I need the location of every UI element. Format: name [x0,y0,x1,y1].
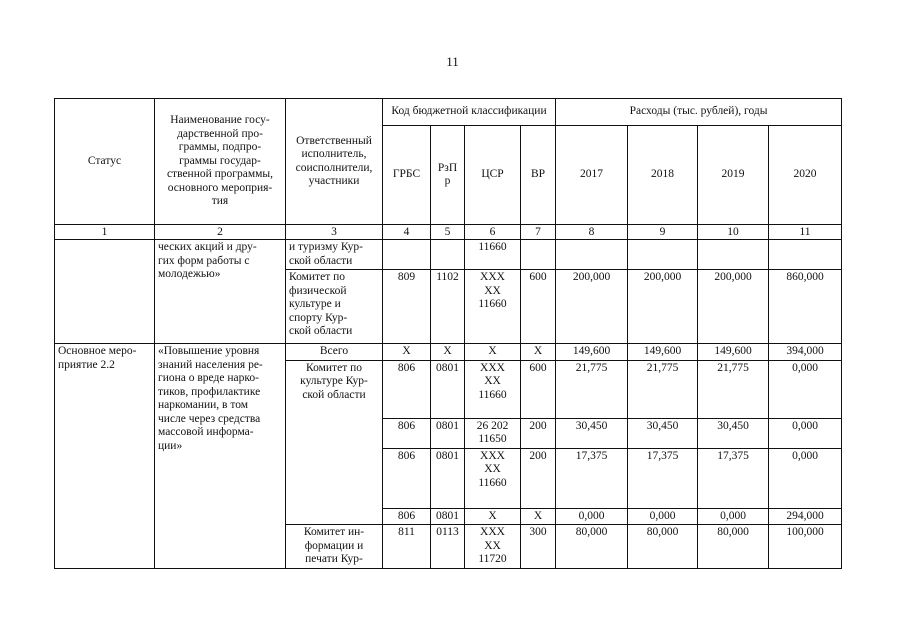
value-2020: 860,000 [769,270,842,344]
value-2020: 0,000 [769,418,842,448]
responsible-cell: и туризму Кур- ской области [286,240,383,270]
value-2019: 200,000 [698,270,769,344]
grbs-cell: 806 [383,360,431,418]
header-name: Наименование госу- дарственной про- граммы, подпро- граммы государ- ственной программы, основного мероприя- тия [155,99,286,225]
value-2018: 0,000 [628,508,698,525]
budget-table [54,98,842,569]
responsible-cell: Комитет по физической культуре и спорту Кур- ской области [286,270,383,344]
value-2019: 80,000 [698,525,769,569]
value-2017: 80,000 [556,525,628,569]
value-2018: 17,375 [628,448,698,508]
column-number: 4 [383,225,431,240]
name-cell: ческих акций и дру- гих форм работы с молодежью» [155,240,286,344]
value-2019: 30,450 [698,418,769,448]
value-2020: 0,000 [769,448,842,508]
rzpr-cell: 0801 [431,418,465,448]
header-year-2018: 2018 [628,126,698,225]
column-number-row [55,225,842,240]
value-2019: 0,000 [698,508,769,525]
column-number: 5 [431,225,465,240]
value-2017: 149,600 [556,344,628,361]
value-2017: 30,450 [556,418,628,448]
grbs-cell: Х [383,344,431,361]
value-cell [769,240,842,270]
value-2020: 0,000 [769,360,842,418]
header-year-2019: 2019 [698,126,769,225]
table-row [55,344,842,361]
vr-cell: Х [521,508,556,525]
csr-cell: ХХХ ХХ 11660 [465,360,521,418]
value-cell [698,240,769,270]
rzpr-cell: 0113 [431,525,465,569]
column-number: 10 [698,225,769,240]
vr-cell [521,240,556,270]
value-cell [628,240,698,270]
value-2017: 21,775 [556,360,628,418]
column-number: 6 [465,225,521,240]
column-number: 1 [55,225,155,240]
value-2018: 21,775 [628,360,698,418]
header-budget-code: Код бюджетной классификации [383,99,556,126]
responsible-cell: Комитет ин- формации и печати Кур- [286,525,383,569]
header-grbs: ГРБС [383,126,431,225]
vr-cell: 200 [521,418,556,448]
rzpr-cell: Х [431,344,465,361]
column-number: 9 [628,225,698,240]
rzpr-cell: 0801 [431,360,465,418]
status-cell: Основное меро- приятие 2.2 [55,344,155,569]
rzpr-cell: 0801 [431,508,465,525]
value-2018: 30,450 [628,418,698,448]
vr-cell: 300 [521,525,556,569]
vr-cell: Х [521,344,556,361]
name-cell: «Повышение уровня знаний населения ре- гиона о вреде нарко- тиков, профилактике наркомании, в том числе через средства массовой информа- ции» [155,344,286,569]
value-2020: 100,000 [769,525,842,569]
csr-cell: Х [465,508,521,525]
grbs-cell: 806 [383,448,431,508]
grbs-cell: 811 [383,525,431,569]
vr-cell: 200 [521,448,556,508]
grbs-cell: 809 [383,270,431,344]
rzpr-cell: 0801 [431,448,465,508]
value-2017: 0,000 [556,508,628,525]
header-vr: ВР [521,126,556,225]
value-2020: 394,000 [769,344,842,361]
csr-cell: 26 202 11650 [465,418,521,448]
header-csr: ЦСР [465,126,521,225]
header-status: Статус [55,99,155,225]
vr-cell: 600 [521,270,556,344]
header-responsible: Ответственный исполнитель, соисполнители, участники [286,99,383,225]
vr-cell: 600 [521,360,556,418]
value-2017: 200,000 [556,270,628,344]
grbs-cell: 806 [383,418,431,448]
csr-cell: Х [465,344,521,361]
csr-cell: ХХХ ХХ 11660 [465,448,521,508]
csr-cell: ХХХ ХХ 11660 [465,270,521,344]
responsible-cell: Всего [286,344,383,361]
csr-cell: 11660 [465,240,521,270]
header-year-2020: 2020 [769,126,842,225]
table-row [55,240,842,270]
rzpr-cell: 1102 [431,270,465,344]
responsible-cell: Комитет по культуре Кур- ской области [286,360,383,525]
value-2018: 200,000 [628,270,698,344]
header-rzpr: РзП р [431,126,465,225]
column-number: 3 [286,225,383,240]
page-number: 11 [446,54,459,69]
grbs-cell [383,240,431,270]
value-2017: 17,375 [556,448,628,508]
value-2019: 17,375 [698,448,769,508]
grbs-cell: 806 [383,508,431,525]
column-number: 8 [556,225,628,240]
column-number: 2 [155,225,286,240]
header-expenses: Расходы (тыс. рублей), годы [556,99,842,126]
rzpr-cell [431,240,465,270]
value-2019: 149,600 [698,344,769,361]
value-2020: 294,000 [769,508,842,525]
value-2018: 80,000 [628,525,698,569]
column-number: 11 [769,225,842,240]
status-cell [55,240,155,344]
csr-cell: ХХХ ХХ 11720 [465,525,521,569]
column-number: 7 [521,225,556,240]
value-cell [556,240,628,270]
header-year-2017: 2017 [556,126,628,225]
value-2019: 21,775 [698,360,769,418]
value-2018: 149,600 [628,344,698,361]
